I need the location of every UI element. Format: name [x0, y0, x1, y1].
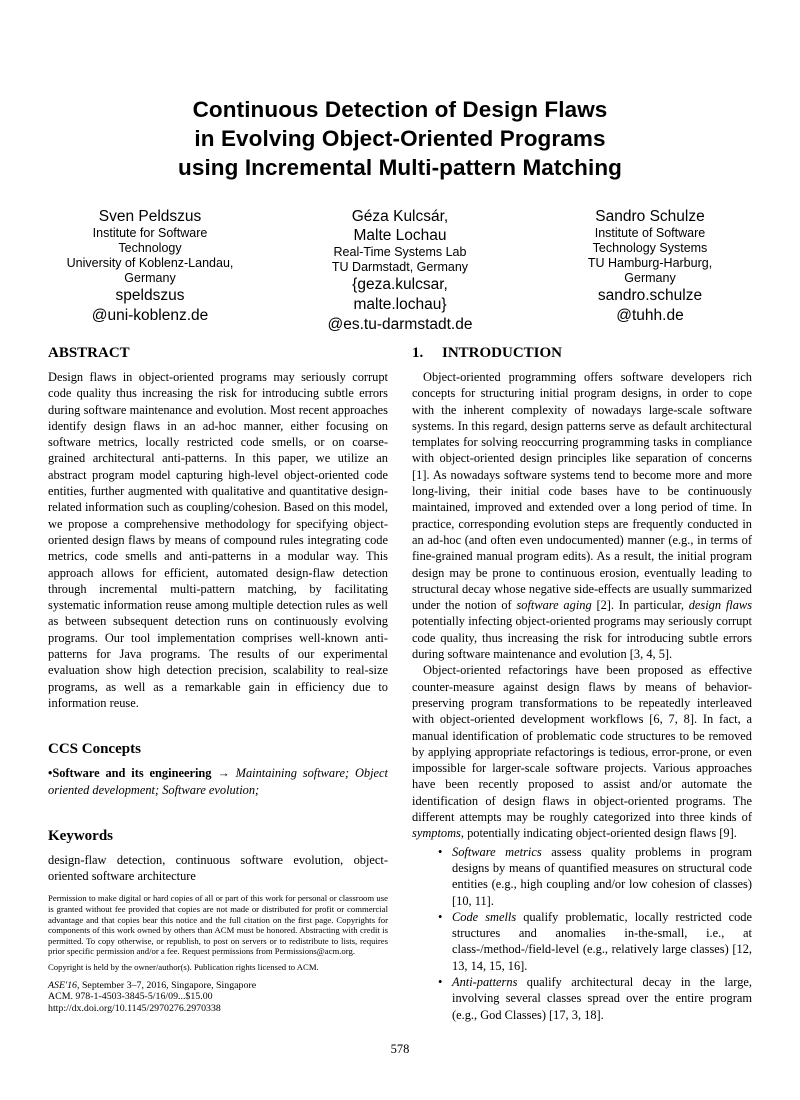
author-affiliation-line: TU Darmstadt, Germany [331, 260, 469, 274]
keywords-text: design-flaw detection, continuous software evolution, object-oriented software architecture [48, 852, 388, 884]
symptom-list [438, 844, 752, 1023]
author-affiliation [25, 226, 275, 286]
paragraph-emphasis: symptoms [412, 826, 461, 841]
permission-text: Permission to make digital or hard copies of all or part of this work for personal or classroom use is granted without fee provided that copies are not made or distributed for profit or commercial advantage and that copies bear this notice and the full citation on the first page. Copyrights for components of this work owned by others than ACM must be honored. Abstracting with credit is permitted. To copy otherwise, or republish, to post on servers or to redistribute to lists, requires prior specific permission and/or a fee. Request permissions from Permissions@acm.org. [48, 893, 388, 957]
author-name-line: Sandro Schulze [595, 208, 705, 225]
author-email-line: @uni-koblenz.de [91, 307, 209, 324]
list-item-text: assess quality problems in program designs by means of quantified measures on structural code entities (e.g., high coupling and/or low cohesion of classes) [10, 11]. [452, 844, 752, 908]
paragraph-text: Object-oriented programming offers software developers rich concepts for structuring initial program designs, in order to cope with the inherent complexity of nowadays large-scale software systems. In this regard, design patterns serve as default architectural templates for solving reoccurring programming tasks in compliance with object-oriented design principles like separation of concerns [1]. As nowadays software systems tend to become more and more long-living, their initial code bases have to be continuously maintained, improved and extended over a long period of time. In practice, corresponding evolution steps are frequently conducted in an ad-hoc (and often even undocumented) manner (e.g., in terms of fine-grained manual program edits). As a result, the initial program design may be prone to continuous erosion, eventually leading to structural decay whose negative side-effects are usually summarized under the notion of [412, 370, 752, 613]
author-affiliation-line: TU Hamburg-Harburg, [587, 256, 713, 270]
right-column [412, 344, 752, 1023]
paragraph-text: , potentially indicating object-oriented design flaws [9]. [460, 826, 737, 841]
conference-block [48, 980, 388, 1015]
title-line: using Incremental Multi-pattern Matching [177, 155, 623, 180]
author-affiliation-line: Real-Time Systems Lab [333, 245, 467, 259]
ccs-heading: CCS Concepts [48, 741, 141, 758]
permission-block [48, 893, 388, 1014]
ccs-arrow: → [211, 766, 236, 781]
author-name [25, 207, 275, 226]
ccs-concept-italic: Maintaining software; Object oriented development; Software evolution; [48, 766, 388, 797]
author-name [525, 207, 775, 226]
list-item [438, 909, 752, 974]
author-email [275, 275, 525, 335]
conference-date-location: , September 3–7, 2016, Singapore, Singapore [77, 979, 257, 991]
doi-line: http://dx.doi.org/10.1145/2970276.2970338 [48, 1002, 221, 1014]
author-2 [275, 207, 525, 335]
paragraph-text: potentially infecting object-oriented programs may seriously corrupt code quality, thus increasing the risk for introducing subtle errors during software maintenance and evolution [3, 4, 5]. [412, 614, 752, 662]
paragraph-text: [2]. In particular, [591, 598, 689, 613]
introduction-heading [412, 344, 752, 362]
author-email-line: malte.lochau} [353, 296, 447, 313]
author-email-line: {geza.kulcsar, [352, 276, 448, 293]
body-columns [0, 344, 800, 1023]
abstract-text: Design flaws in object-oriented programs may seriously corrupt code quality thus increasing the risk for introducing subtle errors during software maintenance and evolution. Most recent approaches identify design flaws in an ad-hoc manner, either focusing on software metrics, locally restricted code smells, or on coarse-grained architectural anti-patterns. In this paper, we utilize an abstract program model capturing high-level object-oriented code entities, further augmented with qualitative and quantitative design-related information such as coupling/cohesion. Based on this model, we propose a comprehensive methodology for specifying object-oriented design flaws by means of compound rules integrating code metrics, code smells and anti-patterns in a modular way. This approach allows for efficient, automated design-flaw detection through incremental multi-pattern matching, by facilitating systematic information reuse among multiple detection rules as well as between subsequent detection runs on continuously evolving programs. Our tool implementation comprises well-known anti-patterns for Java programs. The results of our experimental evaluation show high detection precision, scalability to real-size programs, as well as a remarkable gain in efficiency due to information reuse. [48, 370, 388, 710]
ccs-concept-bold: •Software and its engineering [48, 766, 212, 781]
author-name [275, 207, 525, 245]
title-block [0, 0, 800, 335]
paragraph-emphasis: software aging [516, 598, 592, 613]
introduction-paragraph-1 [412, 369, 752, 662]
list-item-term: Software metrics [452, 844, 542, 859]
author-affiliation [275, 245, 525, 275]
author-email-line: @tuhh.de [616, 307, 684, 324]
isbn-line: ACM. 978-1-4503-3845-5/16/09...$15.00 [48, 991, 213, 1003]
keywords-heading: Keywords [48, 827, 113, 844]
author-email [525, 286, 775, 326]
paragraph-text: Object-oriented refactorings have been proposed as effective counter-measure against design flaws by means of behavior-preserving program transformations to be repeatedly interleaved with object-oriented development workflows [6, 7, 8]. In fact, a manual identification of problematic code structures to be removed by applying appropriate refactorings is tedious, error-prone, or even impossible for larger-scale software projects. Various approaches have been recently proposed to assist and/or automate the identification of design flaws in object-oriented programs. The different attempts may be roughly categorized into three kinds of [412, 663, 752, 825]
author-name-line: Géza Kulcsár, [351, 208, 449, 225]
page-number: 578 [390, 1042, 410, 1056]
introduction-paragraph-2 [412, 662, 752, 841]
author-affiliation [525, 226, 775, 286]
conference-line [48, 980, 388, 992]
section-title: INTRODUCTION [442, 345, 563, 361]
author-affiliation-line: Technology [118, 241, 182, 255]
author-3 [525, 207, 775, 335]
abstract-heading: ABSTRACT [48, 345, 130, 361]
author-affiliation-line: Germany [124, 271, 176, 285]
author-affiliation-line: University of Koblenz-Landau, [66, 256, 234, 270]
ccs-text [48, 765, 388, 798]
conference-name: ASE'16 [48, 979, 77, 991]
author-affiliation-line: Technology Systems [592, 241, 708, 255]
author-affiliation-line: Institute for Software [92, 226, 208, 240]
title-line: Continuous Detection of Design Flaws [192, 97, 608, 122]
author-email-line: speldszus [115, 287, 185, 304]
list-item [438, 974, 752, 1023]
list-item-text: qualify problematic, locally restricted code structures and anomalies in-the-small, i.e., at class-/method-/field-level (e.g., relatively large classes) [12, 13, 14, 15, 16]. [452, 909, 753, 973]
author-email [25, 286, 275, 326]
paper-title [0, 95, 800, 182]
author-affiliation-line: Institute of Software [594, 226, 706, 240]
list-item-text: qualify architectural decay in the large, involving several classes spread over the entire program (e.g., God Classes) [17, 3, 18]. [452, 974, 752, 1022]
title-line: in Evolving Object-Oriented Programs [194, 126, 606, 151]
list-item [438, 844, 752, 909]
author-email-line: @es.tu-darmstadt.de [327, 316, 473, 333]
section-number: 1. [412, 345, 424, 361]
list-item-term: Anti-patterns [452, 974, 518, 989]
author-name-line: Malte Lochau [353, 227, 447, 244]
author-block [0, 207, 800, 335]
copyright-line: Copyright is held by the owner/author(s). Publication rights licensed to ACM. [48, 961, 319, 972]
author-name-line: Sven Peldszus [98, 208, 202, 225]
author-affiliation-line: Germany [624, 271, 676, 285]
author-1 [25, 207, 275, 335]
list-item-term: Code smells [452, 909, 517, 924]
left-column [48, 344, 388, 1023]
author-email-line: sandro.schulze [597, 287, 703, 304]
paragraph-emphasis: design flaws [688, 598, 753, 613]
